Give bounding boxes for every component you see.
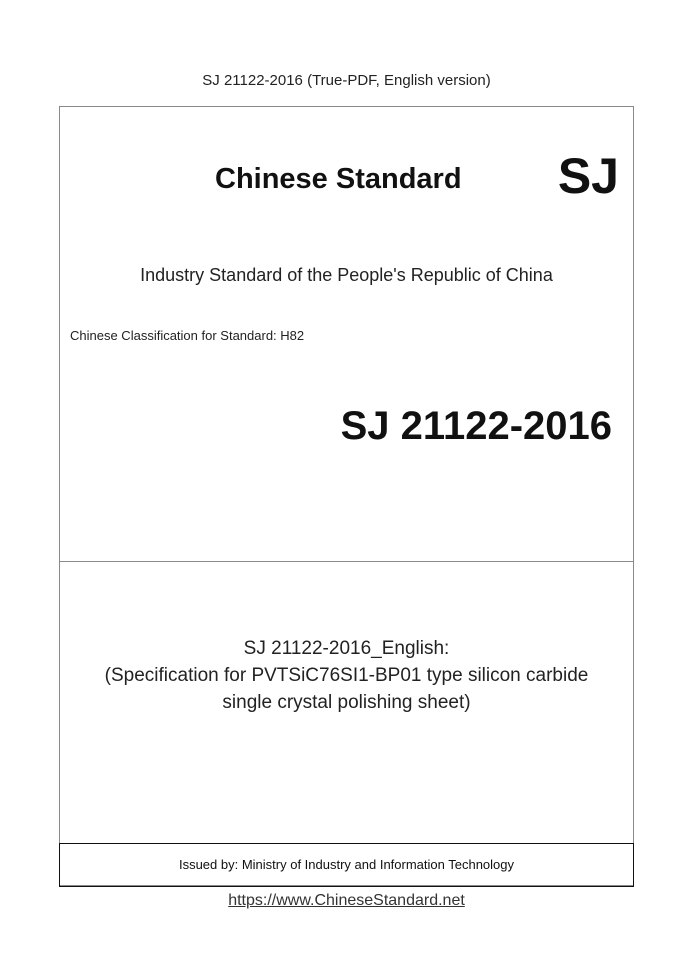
document-header: SJ 21122-2016 (True-PDF, English version) [202,72,491,89]
section-divider [60,561,633,562]
description-line-3: single crystal polishing sheet) [222,692,471,713]
website-link[interactable]: https://www.ChineseStandard.net [228,892,465,909]
standard-number: SJ 21122-2016 [340,404,612,448]
description-line-1: SJ 21122-2016_English: [243,638,450,659]
sj-mark: SJ [557,148,619,204]
footer [0,892,693,910]
description-line-2: (Specification for PVTSiC76SI1-BP01 type silicon carbide [104,665,589,686]
standard-description [60,635,633,716]
industry-standard-line: Industry Standard of the People's Republic of China [140,265,553,285]
cover-frame [59,106,634,886]
cover-title: Chinese Standard [215,163,462,195]
classification-line: Chinese Classification for Standard: H82 [70,328,305,343]
issued-by-box: Issued by: Ministry of Industry and Information Technology [59,843,634,887]
